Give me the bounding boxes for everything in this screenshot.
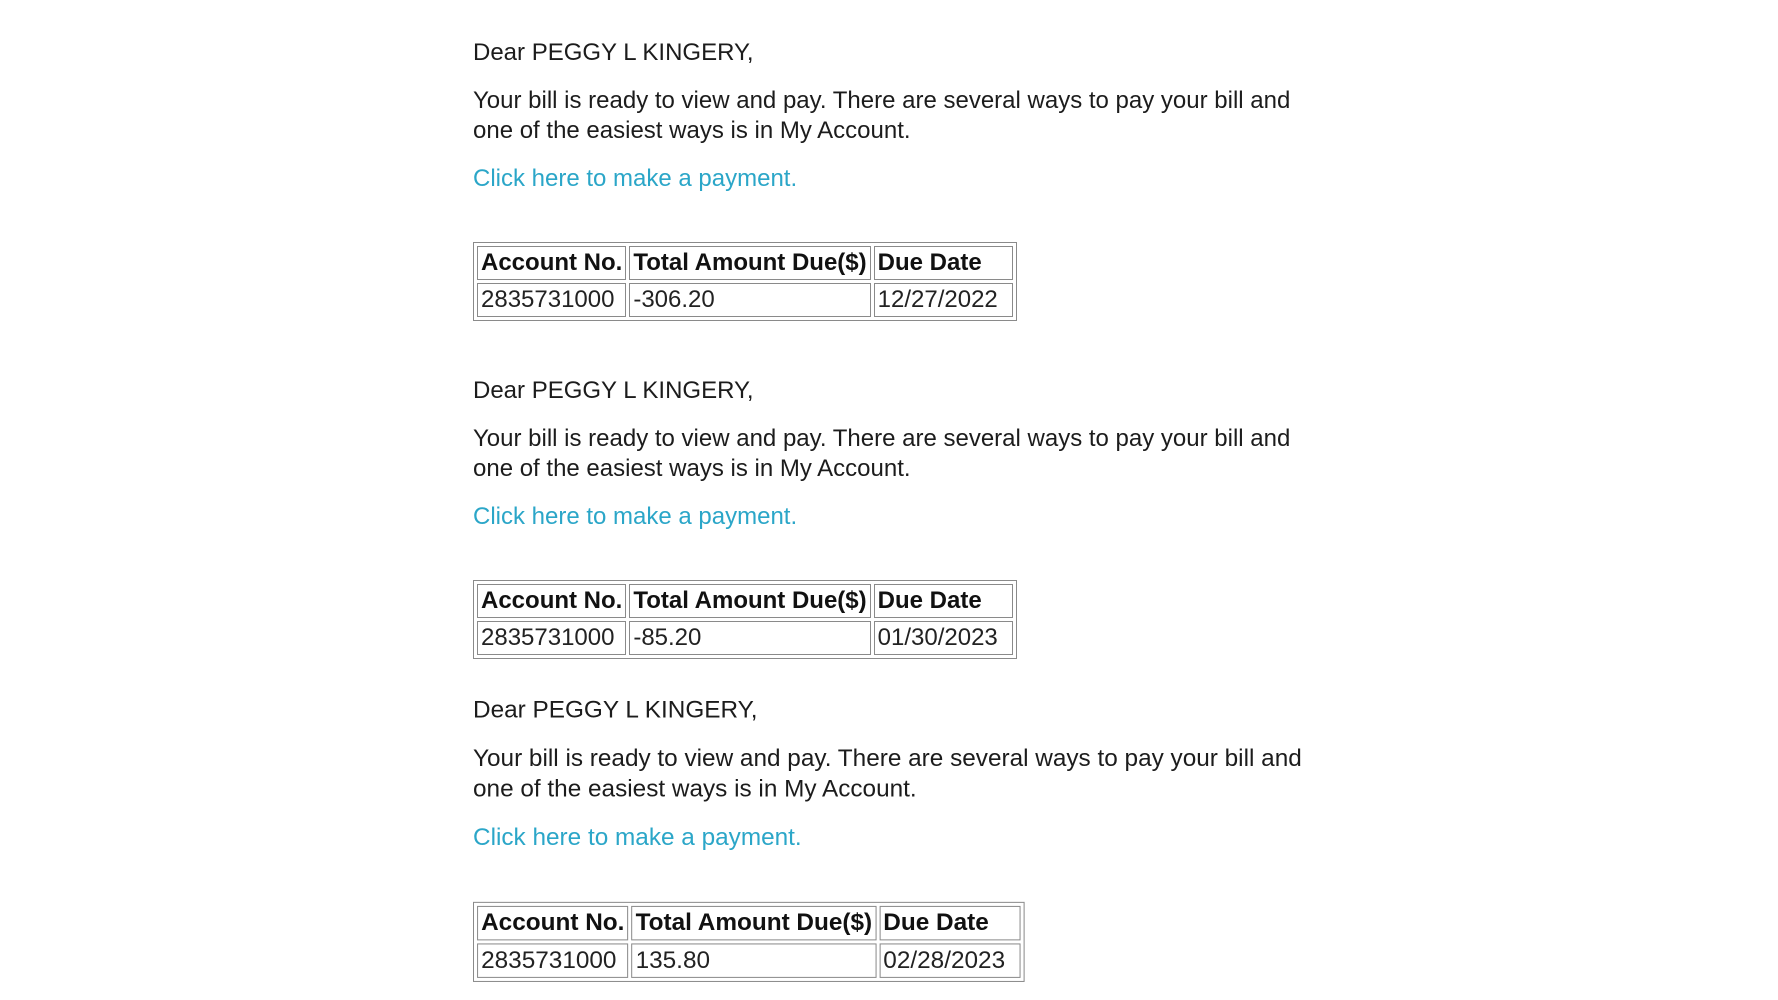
bill-notice-1 [473,38,1333,321]
account-no-header: Account No. [477,906,628,940]
bill-notice-3 [473,695,1333,978]
make-payment-link[interactable]: Click here to make a payment. [473,503,798,530]
table-header-row [477,584,1013,618]
bill-message: Your bill is ready to view and pay. There are several ways to pay your bill and one of the easiest ways is in My Account. [473,425,1291,482]
account-no-header: Account No. [477,584,626,618]
account-summary-table [473,580,1017,659]
total-amount-due-header: Total Amount Due($) [629,584,870,618]
table-row [477,621,1013,655]
table-row [477,943,1020,977]
due-date-cell: 02/28/2023 [879,943,1020,977]
table-row [477,283,1013,317]
greeting: Dear PEGGY L KINGERY, [473,39,754,66]
account-no-cell: 2835731000 [477,621,626,655]
table-header-row [477,246,1013,280]
make-payment-link[interactable]: Click here to make a payment. [473,823,802,852]
bill-message: Your bill is ready to view and pay. There are several ways to pay your bill and one of the easiest ways is in My Account. [473,87,1291,144]
total-amount-due-header: Total Amount Due($) [632,906,877,940]
total-amount-due-cell: -85.20 [629,621,870,655]
make-payment-link[interactable]: Click here to make a payment. [473,165,798,192]
due-date-cell: 12/27/2022 [874,283,1013,317]
account-summary-table [473,902,1024,982]
due-date-cell: 01/30/2023 [874,621,1013,655]
due-date-header: Due Date [874,584,1013,618]
bill-notice-2 [473,376,1333,659]
due-date-header: Due Date [879,906,1020,940]
account-no-cell: 2835731000 [477,283,626,317]
due-date-header: Due Date [874,246,1013,280]
table-header-row [477,906,1020,940]
greeting: Dear PEGGY L KINGERY, [473,696,758,724]
total-amount-due-cell: -306.20 [629,283,870,317]
total-amount-due-header: Total Amount Due($) [629,246,870,280]
account-no-header: Account No. [477,246,626,280]
total-amount-due-cell: 135.80 [632,943,877,977]
account-summary-table [473,242,1017,321]
bill-message: Your bill is ready to view and pay. There are several ways to pay your bill and one of the easiest ways is in My Account. [473,744,1302,803]
greeting: Dear PEGGY L KINGERY, [473,377,754,404]
account-no-cell: 2835731000 [477,943,628,977]
